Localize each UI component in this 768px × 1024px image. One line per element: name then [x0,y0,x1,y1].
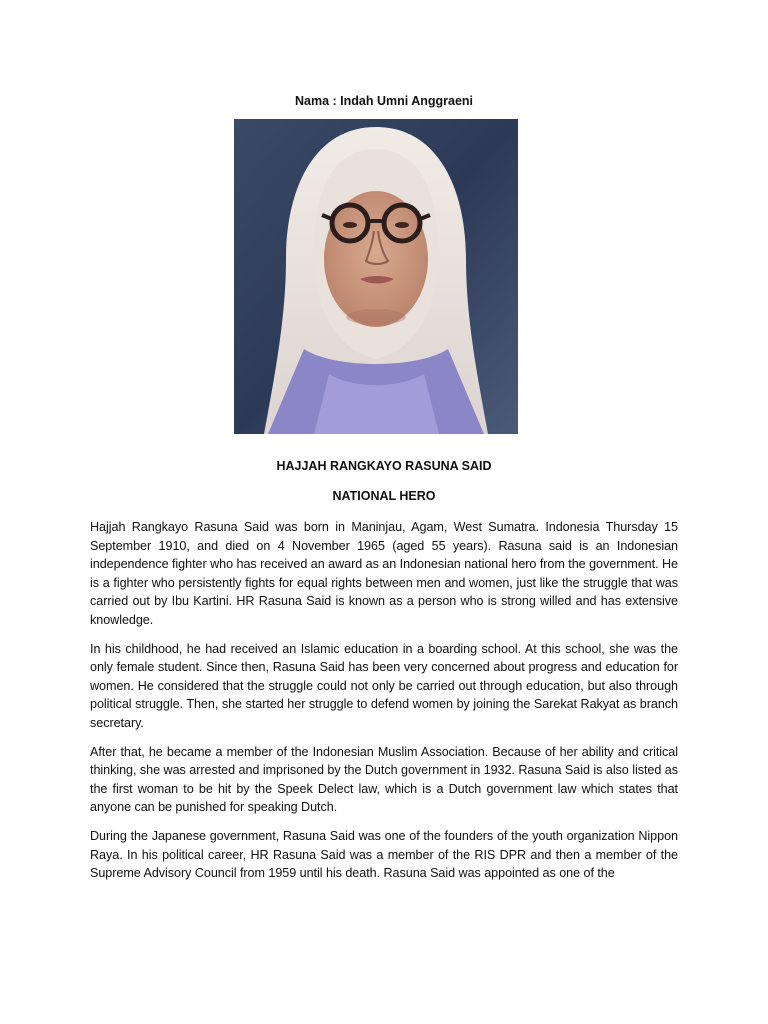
portrait-image [234,119,518,434]
author-name: Nama : Indah Umni Anggraeni [294,94,474,108]
page-subtitle: NATIONAL HERO [332,489,436,503]
portrait-photo [234,119,518,434]
page-title: HAJJAH RANGKAYO RASUNA SAID [276,459,492,473]
paragraph: During the Japanese government, Rasuna Said was one of the founders of the youth organization Nippon Raya. In his political career, HR Rasuna Said was a member of the RIS DPR and then a member of the Supreme Advisory Council from 1959 until his death. Rasuna Said was appointed as one of the [90,828,678,881]
paragraph: Hajjah Rangkayo Rasuna Said was born in Maninjau, Agam, West Sumatra. Indonesia Thursday 15 September 1910, and died on 4 November 1965 (aged 55 years). Rasuna said is an Indonesian independence fighter who has received an award as an Indonesian national hero from the government. He is a fighter who persistently fights for equal rights between men and women, just like the struggle that was carried out by Ibu Kartini. HR Rasuna Said is known as a person who is strong willed and has extensive knowledge. [90,520,678,627]
paragraph: After that, he became a member of the Indonesian Muslim Association. Because of her ability and critical thinking, she was arrested and imprisoned by the Dutch government in 1932. Rasuna Said is also listed as the first woman to be hit by the Speek Delect law, which is a Dutch government law which states that anyone can be punished for speaking Dutch. [90,744,678,815]
article-body [90,518,678,893]
paragraph: In his childhood, he had received an Islamic education in a boarding school. At this school, she was the only female student. Since then, Rasuna Said has been very concerned about progress and education for women. He considered that the struggle could not only be carried out through education, but also through political struggle. Then, she started her struggle to defend women by joining the Sarekat Rakyat as branch secretary. [90,641,678,730]
